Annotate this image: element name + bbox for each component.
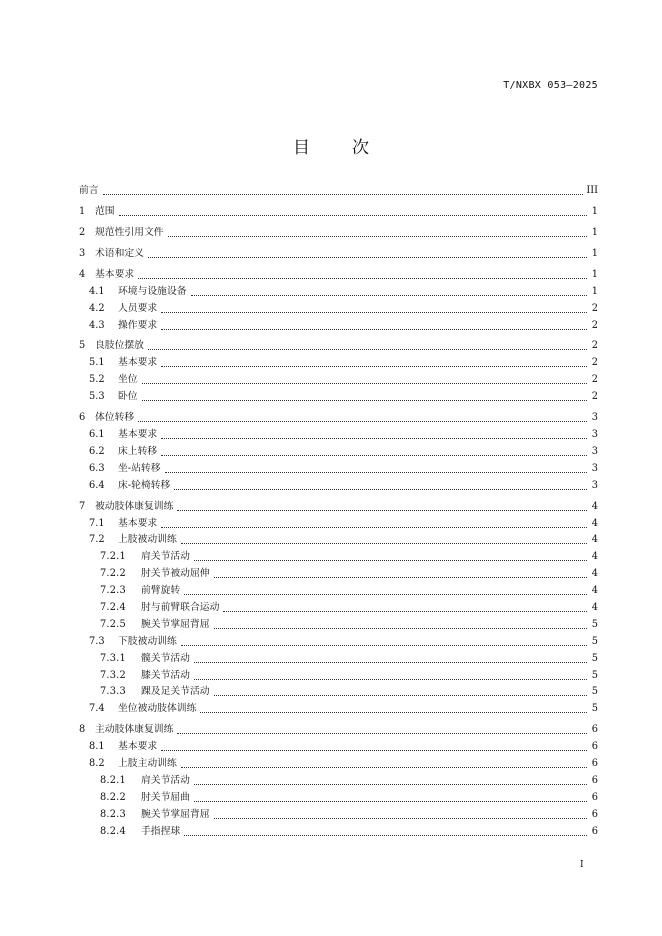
toc-entry-number: 4.3 bbox=[89, 319, 105, 331]
toc-entry-label: 下肢被动训练 bbox=[118, 635, 177, 647]
toc-entry-page: 1 bbox=[591, 285, 598, 297]
toc-entry-number: 8.2.4 bbox=[100, 825, 126, 837]
toc-entry-page: 2 bbox=[591, 302, 598, 314]
toc-entry-label: 主动肢体康复训练 bbox=[95, 724, 174, 736]
toc-entry-label: 前言 bbox=[79, 184, 99, 196]
toc-entry-label: 操作要求 bbox=[118, 319, 158, 331]
toc-entry-number: 7.1 bbox=[89, 517, 105, 529]
toc-dot-leader bbox=[214, 567, 587, 578]
toc-entry-label: 环境与设施设备 bbox=[118, 285, 187, 297]
toc-entry[interactable] bbox=[79, 737, 598, 754]
toc-entry-number: 7.2.2 bbox=[100, 568, 126, 580]
toc-entry-label: 腕关节掌屈背屈 bbox=[141, 808, 210, 820]
toc-entry[interactable] bbox=[79, 442, 598, 459]
toc-entry[interactable] bbox=[79, 282, 598, 299]
toc-dot-leader bbox=[214, 808, 587, 819]
toc-entry-label: 良肢位摆放 bbox=[95, 340, 144, 352]
toc-entry-page: 6 bbox=[591, 724, 598, 736]
toc-entry[interactable] bbox=[79, 476, 598, 493]
toc-entry-page: 1 bbox=[591, 226, 598, 238]
toc-entry-label: 被动肢体康复训练 bbox=[95, 500, 174, 512]
toc-entry-number: 6.2 bbox=[89, 445, 105, 457]
toc-entry-number: 6 bbox=[79, 412, 86, 424]
toc-dot-leader bbox=[181, 757, 587, 768]
toc-entry-label: 上肢被动训练 bbox=[118, 534, 177, 546]
toc-entry-page: 3 bbox=[591, 412, 598, 424]
toc-entry-label: 规范性引用文件 bbox=[95, 226, 164, 238]
toc-entry-page: 5 bbox=[591, 686, 598, 698]
toc-entry-label: 手指捏球 bbox=[141, 825, 181, 837]
toc-entry-page: 4 bbox=[591, 551, 598, 563]
toc-entry-label: 床上转移 bbox=[118, 445, 158, 457]
toc-entry-number: 6.3 bbox=[89, 462, 105, 474]
toc-dot-leader bbox=[194, 774, 587, 785]
toc-entry-number: 2 bbox=[79, 226, 86, 238]
page-title bbox=[0, 133, 662, 158]
toc-entry-page: 4 bbox=[591, 534, 598, 546]
toc-entry[interactable] bbox=[79, 683, 598, 700]
toc-entry-number: 8.2.1 bbox=[100, 775, 126, 787]
toc-entry-page: 3 bbox=[591, 429, 598, 441]
toc-dot-leader bbox=[194, 550, 587, 561]
toc-entry[interactable] bbox=[79, 531, 598, 548]
toc-entry-page: 4 bbox=[591, 585, 598, 597]
toc-entry-number: 7.3 bbox=[89, 635, 105, 647]
toc-entry-number: 6.1 bbox=[89, 429, 105, 441]
toc-dot-leader bbox=[177, 500, 587, 511]
toc-entry-label: 前臂旋转 bbox=[141, 585, 181, 597]
toc-dot-leader bbox=[177, 723, 587, 734]
toc-dot-leader bbox=[119, 205, 587, 216]
toc-entry-label: 范围 bbox=[95, 205, 115, 217]
toc-entry-number: 1 bbox=[79, 205, 86, 217]
toc-entry-label: 膝关节活动 bbox=[141, 669, 190, 681]
toc-entry-label: 卧位 bbox=[118, 391, 138, 403]
toc-entry-page: 2 bbox=[591, 357, 598, 369]
toc-entry-label: 髋关节活动 bbox=[141, 652, 190, 664]
toc-dot-leader bbox=[184, 584, 587, 595]
toc-entry-page: 3 bbox=[591, 462, 598, 474]
toc-entry-page: 2 bbox=[591, 340, 598, 352]
toc-entry[interactable] bbox=[79, 771, 598, 788]
toc-entry[interactable] bbox=[79, 788, 598, 805]
toc-entry-number: 7.2.1 bbox=[100, 551, 126, 563]
toc-entry-page: 5 bbox=[591, 669, 598, 681]
toc-entry[interactable] bbox=[79, 805, 598, 822]
footer-page-number: I bbox=[580, 860, 584, 870]
toc-entry-label: 肘关节屈曲 bbox=[141, 791, 190, 803]
toc-dot-leader bbox=[174, 479, 587, 490]
title-char-2: 次 bbox=[352, 138, 369, 158]
toc-entry-number: 3 bbox=[79, 247, 86, 259]
toc-entry[interactable] bbox=[79, 615, 598, 632]
toc-entry[interactable] bbox=[79, 265, 598, 282]
toc-entry-label: 基本要求 bbox=[118, 429, 158, 441]
toc-entry-label: 基本要求 bbox=[118, 517, 158, 529]
toc-entry-page: 5 bbox=[591, 652, 598, 664]
toc-entry-number: 8.2.3 bbox=[100, 808, 126, 820]
toc-entry-number: 5.2 bbox=[89, 374, 105, 386]
toc-entry[interactable] bbox=[79, 720, 598, 737]
toc-entry-label: 基本要求 bbox=[118, 357, 158, 369]
toc-dot-leader bbox=[200, 702, 587, 713]
toc-entry-page: 2 bbox=[591, 391, 598, 403]
toc-entry-number: 5.1 bbox=[89, 357, 105, 369]
toc-entry-number: 7.2.3 bbox=[100, 585, 126, 597]
toc-entry-page: 6 bbox=[591, 775, 598, 787]
toc-entry-page: 2 bbox=[591, 374, 598, 386]
toc-entry[interactable] bbox=[79, 649, 598, 666]
toc-entry-number: 6.4 bbox=[89, 479, 105, 491]
toc-entry-page: 4 bbox=[591, 500, 598, 512]
toc-entry-page: 4 bbox=[591, 517, 598, 529]
toc-entry-label: 床-轮椅转移 bbox=[118, 479, 171, 491]
toc-entry-label: 坐-站转移 bbox=[118, 462, 161, 474]
toc-entry[interactable] bbox=[79, 244, 598, 261]
toc-dot-leader bbox=[165, 462, 588, 473]
toc-entry[interactable] bbox=[79, 425, 598, 442]
toc-dot-leader bbox=[214, 618, 587, 629]
toc-entry-number: 5.3 bbox=[89, 391, 105, 403]
toc-dot-leader bbox=[138, 411, 587, 422]
toc-entry-number: 7 bbox=[79, 500, 86, 512]
toc-entry-page: 3 bbox=[591, 445, 598, 457]
toc-entry-page: 6 bbox=[591, 758, 598, 770]
toc-entry[interactable] bbox=[79, 223, 598, 240]
toc-entry-label: 基本要求 bbox=[118, 741, 158, 753]
toc-entry-number: 7.3.1 bbox=[100, 652, 126, 664]
toc-entry[interactable] bbox=[79, 754, 598, 771]
toc-dot-leader bbox=[142, 390, 587, 401]
toc-entry-number: 7.3.3 bbox=[100, 686, 126, 698]
toc-entry[interactable] bbox=[79, 581, 598, 598]
toc-entry-number: 4.1 bbox=[89, 285, 105, 297]
toc-entry-page: 2 bbox=[591, 319, 598, 331]
toc-dot-leader bbox=[194, 652, 587, 663]
toc-entry-number: 5 bbox=[79, 340, 86, 352]
toc-dot-leader bbox=[161, 517, 587, 528]
toc-entry-page: 1 bbox=[591, 268, 598, 280]
toc-dot-leader bbox=[138, 268, 587, 279]
toc-entry[interactable] bbox=[79, 547, 598, 564]
toc-entry-page: 5 bbox=[591, 618, 598, 630]
toc-entry[interactable] bbox=[79, 459, 598, 476]
toc-entry-number: 7.3.2 bbox=[100, 669, 126, 681]
toc-entry[interactable] bbox=[79, 387, 598, 404]
toc-dot-leader bbox=[194, 791, 587, 802]
toc-dot-leader bbox=[161, 319, 587, 330]
toc-entry-label: 肩关节活动 bbox=[141, 775, 190, 787]
toc-dot-leader bbox=[161, 302, 587, 313]
toc-entry[interactable] bbox=[79, 370, 598, 387]
toc-entry-page: 1 bbox=[591, 205, 598, 217]
toc-entry[interactable] bbox=[79, 181, 598, 198]
toc-entry-number: 7.2.5 bbox=[100, 618, 126, 630]
toc-entry-label: 体位转移 bbox=[95, 412, 135, 424]
toc-entry-label: 坐位被动肢体训练 bbox=[118, 703, 197, 715]
toc-dot-leader bbox=[161, 428, 587, 439]
toc-entry[interactable] bbox=[79, 337, 598, 354]
toc-entry-number: 4 bbox=[79, 268, 86, 280]
toc-entry[interactable] bbox=[79, 514, 598, 531]
toc-dot-leader bbox=[191, 285, 587, 296]
toc-dot-leader bbox=[142, 373, 587, 384]
toc-entry-label: 腕关节掌屈背屈 bbox=[141, 618, 210, 630]
toc-dot-leader bbox=[184, 825, 587, 836]
toc-entry-label: 肘与前臂联合运动 bbox=[141, 602, 220, 614]
toc-entry-page: 4 bbox=[591, 602, 598, 614]
toc-entry[interactable] bbox=[79, 353, 598, 370]
toc-entry-page: 6 bbox=[591, 825, 598, 837]
toc-dot-leader bbox=[161, 445, 587, 456]
toc-entry-page: III bbox=[586, 184, 598, 196]
toc-dot-leader bbox=[148, 339, 587, 350]
toc-entry-page: 5 bbox=[591, 703, 598, 715]
title-char-1: 目 bbox=[293, 138, 310, 158]
toc-entry-page: 5 bbox=[591, 635, 598, 647]
toc-entry-page: 4 bbox=[591, 568, 598, 580]
toc-entry[interactable] bbox=[79, 316, 598, 333]
toc-entry-number: 8.2 bbox=[89, 758, 105, 770]
toc-entry[interactable] bbox=[79, 408, 598, 425]
table-of-contents bbox=[79, 181, 598, 839]
toc-dot-leader bbox=[148, 247, 587, 258]
toc-entry-label: 上肢主动训练 bbox=[118, 758, 177, 770]
toc-entry[interactable] bbox=[79, 699, 598, 716]
toc-dot-leader bbox=[181, 533, 587, 544]
toc-entry-number: 7.2 bbox=[89, 534, 105, 546]
toc-entry-label: 基本要求 bbox=[95, 268, 135, 280]
toc-dot-leader bbox=[214, 685, 587, 696]
toc-entry-number: 4.2 bbox=[89, 302, 105, 314]
toc-entry-page: 6 bbox=[591, 791, 598, 803]
toc-entry-page: 6 bbox=[591, 808, 598, 820]
toc-entry[interactable] bbox=[79, 822, 598, 839]
toc-entry-label: 坐位 bbox=[118, 374, 138, 386]
toc-entry-page: 3 bbox=[591, 479, 598, 491]
toc-entry-number: 8.2.2 bbox=[100, 791, 126, 803]
toc-entry-page: 1 bbox=[591, 247, 598, 259]
toc-entry-label: 肩关节活动 bbox=[141, 551, 190, 563]
toc-entry-number: 8.1 bbox=[89, 741, 105, 753]
toc-dot-leader bbox=[223, 601, 587, 612]
toc-entry[interactable] bbox=[79, 564, 598, 581]
toc-dot-leader bbox=[168, 226, 587, 237]
toc-entry[interactable] bbox=[79, 598, 598, 615]
toc-dot-leader bbox=[181, 635, 587, 646]
toc-entry-label: 人员要求 bbox=[118, 302, 158, 314]
toc-entry-number: 8 bbox=[79, 724, 86, 736]
toc-entry[interactable] bbox=[79, 202, 598, 219]
toc-entry[interactable] bbox=[79, 497, 598, 514]
toc-dot-leader bbox=[161, 740, 587, 751]
toc-entry-label: 术语和定义 bbox=[95, 247, 144, 259]
toc-entry[interactable] bbox=[79, 666, 598, 683]
document-code: T/NXBX 053—2025 bbox=[503, 80, 598, 91]
toc-entry-label: 踝及足关节活动 bbox=[141, 686, 210, 698]
toc-entry-label: 肘关节被动屈伸 bbox=[141, 568, 210, 580]
toc-entry[interactable] bbox=[79, 632, 598, 649]
toc-entry-number: 7.2.4 bbox=[100, 602, 126, 614]
toc-entry-page: 6 bbox=[591, 741, 598, 753]
toc-dot-leader bbox=[194, 669, 587, 680]
toc-dot-leader bbox=[161, 356, 587, 367]
toc-dot-leader bbox=[103, 184, 584, 195]
toc-entry[interactable] bbox=[79, 299, 598, 316]
toc-entry-number: 7.4 bbox=[89, 703, 105, 715]
